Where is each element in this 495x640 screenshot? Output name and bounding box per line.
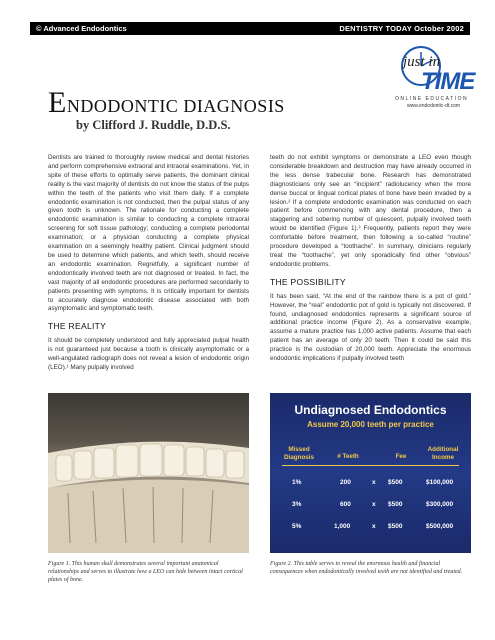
paragraph: It should be completely understood and fully appreciated pulpal health is not guaranteed just because a tooth is clinically asymptomatic or a well-angulated radiograph does not reveal a lesion of endodontic origin (LEO).¹ Many pulpally involved (48, 337, 249, 371)
table-cell: $300,000 (426, 501, 454, 508)
table-cell: 600 (340, 501, 351, 508)
section-heading-reality: THE REALITY (48, 321, 107, 332)
figure-2-table (270, 393, 471, 553)
table-cell: 200 (340, 479, 351, 486)
title-initial: E (48, 86, 67, 119)
caption-label: Figure 1. (48, 561, 71, 567)
table-cell: 1% (292, 479, 302, 486)
title-rest: NDODONTIC DIAGNOSIS (66, 96, 285, 116)
table-cell: $500,000 (426, 523, 454, 530)
header-bar (30, 22, 470, 35)
figure-1-caption (48, 560, 249, 585)
paragraph: teeth do not exhibit symptoms or demonstrate a LEO even though considerable breakdown and destruction may have already occurred in the less dense trabecular bone. Research has demonstrated diagnosticians only see an “incipient” radiolucency when the more dense buccal or lingual cortical plates of bone have been invaded by a lesion.² If a complete endodontic examination was conducted on each patient before commencing with any dental procedure, then a staggering and sobering number of quiescent, pulpally involved teeth would be identified (Figure 1).³ Frequently, patients report they were comfortable before treatment, then following a so-called “routine” procedure developed a “toothache”. In summary, clinicians regularly treat the “toothache”, yet only sporadically find other “obvious” endodontic problems. (270, 154, 471, 268)
byline: by Clifford J. Ruddle, D.D.S. (76, 118, 231, 132)
caption-text: This table serves to reveal the enormous health and financial consequences when endodontically involved teeth are not identified and treated. (270, 561, 463, 576)
logo-line1: just in (403, 54, 441, 70)
table-cell: $500 (388, 479, 403, 486)
table-cell: x (372, 501, 376, 508)
table-cell: $500 (388, 523, 403, 530)
logo-line3: ONLINE EDUCATION (395, 96, 469, 102)
table-cell: $500 (388, 501, 403, 508)
table-cell: $100,000 (426, 479, 454, 486)
issue-label: DENTISTRY TODAY October 2002 (339, 24, 464, 33)
column-left (48, 154, 249, 381)
col-teeth: # Teeth (337, 453, 359, 460)
article-title (48, 86, 285, 120)
col-fee: Fee (395, 453, 407, 460)
caption-label: Figure 2. (270, 561, 293, 567)
paragraph: Dentists are trained to thoroughly review medical and dental histories and perform comprehensive extraoral and intraoral examinations. Yet, in spite of these efforts to optimally serve patients, the dominant clinical reality is the vast majority of dentists do not know the status of the pulps within the teeth of the patients who visit them daily. If a complete endodontic examination is not conducted, then the pulpal status of any given tooth is unknown. The rationale for conducting a complete endodontic examination is similar to conducting a complete intraoral screening for soft tissue pathology; conducting a complete periodontal examination; or a physician conducting a complete physical examination on a seemingly healthy patient. Clinical judgment should be used to determine which patients, and which teeth, should receive an endodontic examination. Regretfully, a significant number of endodontically involved teeth are not diagnosed or treated. In fact, the vast majority of all endodontic procedures are performed secondarily to patients presenting with symptoms. It is critically important for dentists to accurately diagnose endodontic disease associated with both asymptomatic and symptomatic teeth. (48, 154, 249, 313)
section-heading-possibility: THE POSSIBILITY (270, 276, 346, 287)
column-right (270, 154, 471, 372)
table-cell: x (372, 523, 376, 530)
paragraph: It has been said, “At the end of the rainbow there is a pot of gold.” However, the “real” endodontic pot of gold is typically not discovered. If found, undiagnosed endodontics represents a significant source of additional practice income (Figure 2). As a conservative example, assume a mature practice has 1,000 active patients. Assume that each patient has an average of only 20 teeth. Then it could be said this practice is the custodian of 20,000 teeth. Appreciate the enormous endodontic implications if pulpally involved teeth (270, 292, 471, 363)
header-rule (282, 465, 459, 466)
table-cell: x (372, 479, 376, 486)
table-subtitle: Assume 20,000 teeth per practice (307, 420, 434, 429)
col-missed: Missed Diagnosis (283, 446, 315, 461)
table-cell: 1,000 (334, 523, 351, 530)
copyright-label: © Advanced Endodontics (36, 24, 127, 33)
figure-2-caption (270, 560, 471, 576)
logo-url: www.endodontic-dt.com (407, 103, 461, 109)
just-in-time-logo[interactable] (377, 44, 475, 114)
logo-line2: TIME (421, 68, 475, 95)
figure-1-skull-photo (48, 393, 249, 553)
col-income: Additional Income (427, 446, 459, 461)
table-cell: 5% (292, 523, 302, 530)
table-cell: 3% (292, 501, 302, 508)
table-title: Undiagnosed Endodontics (294, 403, 447, 417)
caption-text: This human skull demonstrates several important anatomical relationships and serves to illustrate how a LEO can hide between intact cortical plates of bone. (48, 561, 243, 584)
skull-teeth-image (48, 393, 249, 553)
